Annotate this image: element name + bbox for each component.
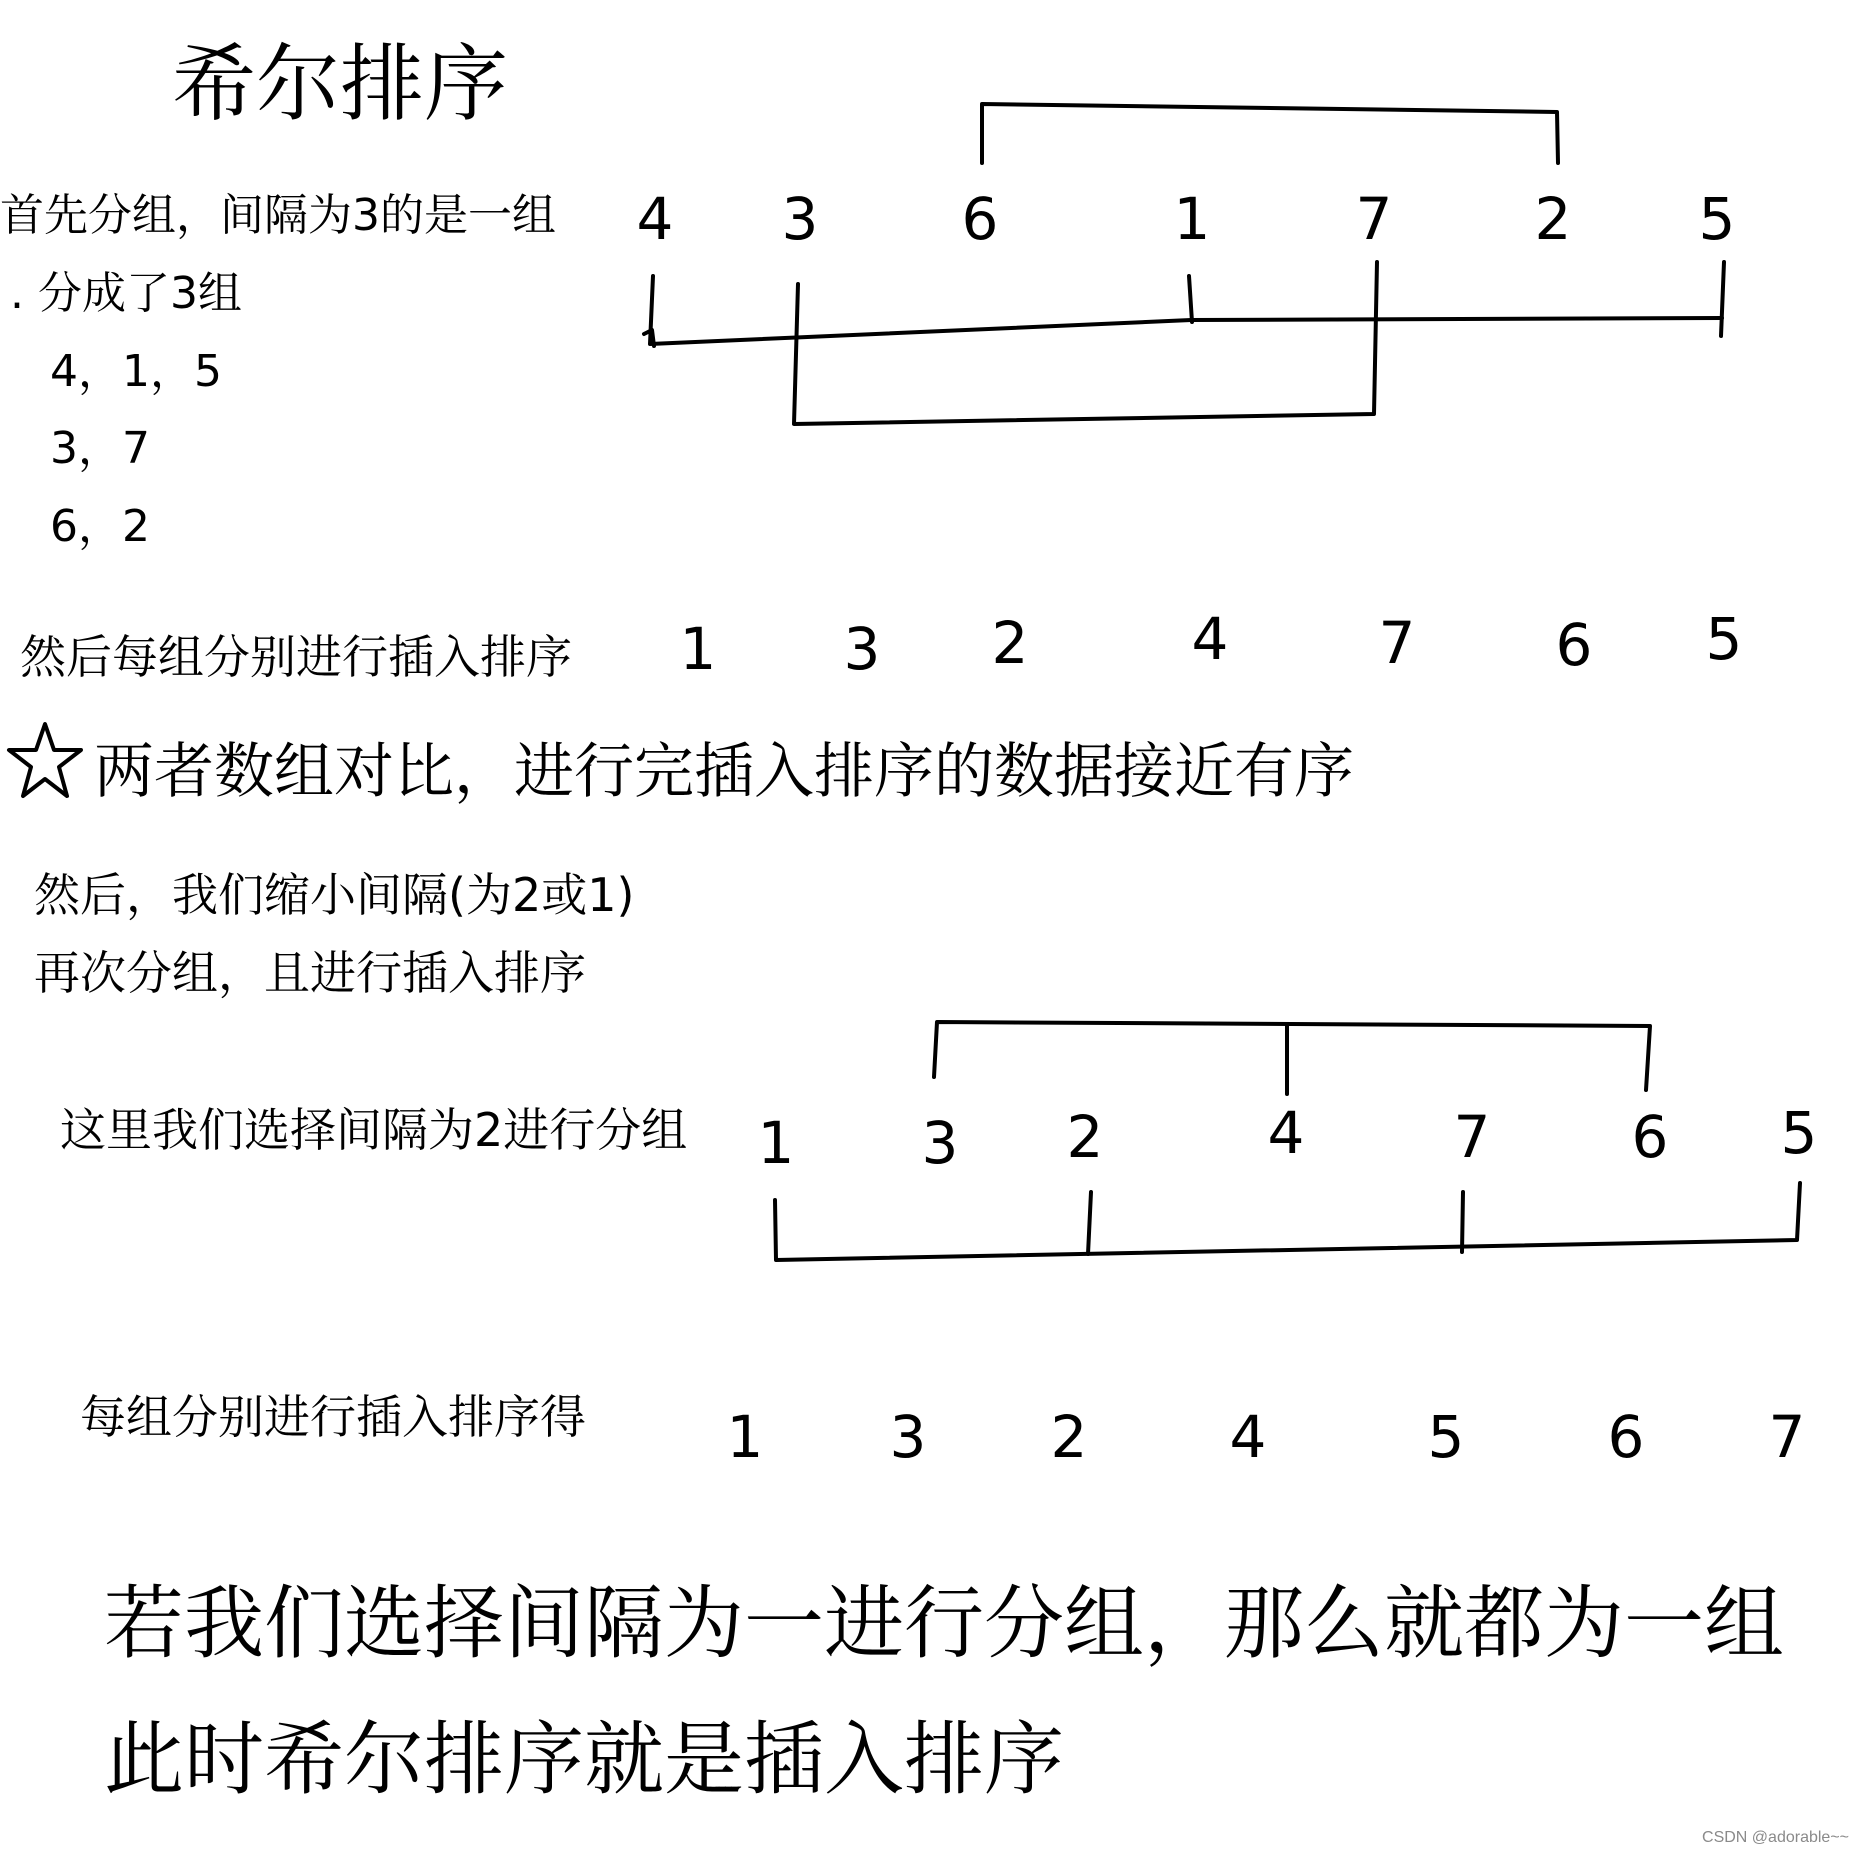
result-description: 每组分别进行插入排序得	[80, 1390, 586, 1444]
array-value: 6	[1631, 1103, 1669, 1171]
array-value: 6	[1555, 611, 1593, 679]
array-value: 4	[1267, 1099, 1305, 1167]
group-listing: 3，7	[50, 423, 150, 474]
array-value: 4	[636, 185, 674, 253]
group-bracket-3-7	[794, 262, 1377, 424]
watermark: CSDN @adorable~~	[1702, 1829, 1849, 1846]
array-value: 6	[1607, 1403, 1645, 1471]
array-value: 3	[843, 615, 881, 683]
array-value: 5	[1427, 1403, 1465, 1471]
array-value: 2	[1534, 185, 1572, 253]
group-listing: 4，1，5	[50, 346, 222, 397]
group-bracket-1-2-7-5	[775, 1183, 1800, 1260]
array-value: 7	[1768, 1403, 1806, 1471]
page-title: 希尔排序	[172, 35, 509, 133]
group-tick	[1088, 1192, 1091, 1254]
array-value: 6	[961, 185, 999, 253]
array-value: 7	[1355, 185, 1393, 253]
array-value: 1	[726, 1403, 764, 1471]
array-value: 1	[757, 1109, 795, 1177]
group-tick	[1462, 1192, 1463, 1252]
step1-description: 首先分组，间隔为3的是一组	[0, 190, 556, 241]
step3-description: 然后，我们缩小间隔(为2或1)	[34, 868, 635, 922]
array-value: 2	[991, 609, 1029, 677]
final-statement: 此时希尔排序就是插入排序	[104, 1713, 1064, 1806]
array-value: 3	[889, 1403, 927, 1471]
step3-description: 再次分组，且进行插入排序	[34, 946, 586, 1000]
array-value: 1	[1173, 185, 1211, 253]
group-tick	[1189, 276, 1192, 322]
array-value: 1	[679, 615, 717, 683]
array-value: 5	[1698, 185, 1736, 253]
group-bracket-3-4-6	[934, 1022, 1650, 1090]
array-value: 3	[921, 1109, 959, 1177]
array-value: 4	[1229, 1403, 1267, 1471]
group-listing: 6，2	[50, 501, 150, 552]
array-value: 2	[1066, 1103, 1104, 1171]
array-value: 2	[1050, 1403, 1088, 1471]
final-statement: 若我们选择间隔为一进行分组，那么就都为一组	[104, 1577, 1784, 1670]
array-value: 5	[1780, 1099, 1818, 1167]
group-line-4-1-5	[650, 276, 1722, 344]
group-bracket-6-2	[982, 104, 1558, 163]
step1-group-count: . 分成了3组	[10, 268, 242, 319]
conclusion-text: 两者数组对比，进行完插入排序的数据接近有序	[94, 737, 1354, 807]
array-value: 5	[1705, 605, 1743, 673]
gap2-description: 这里我们选择间隔为2进行分组	[60, 1103, 688, 1157]
step2-description: 然后每组分别进行插入排序	[20, 630, 572, 684]
array-value: 4	[1191, 605, 1229, 673]
array-value: 7	[1453, 1103, 1491, 1171]
array-value: 7	[1378, 609, 1416, 677]
group-tick	[1721, 262, 1724, 336]
array-value: 3	[781, 185, 819, 253]
